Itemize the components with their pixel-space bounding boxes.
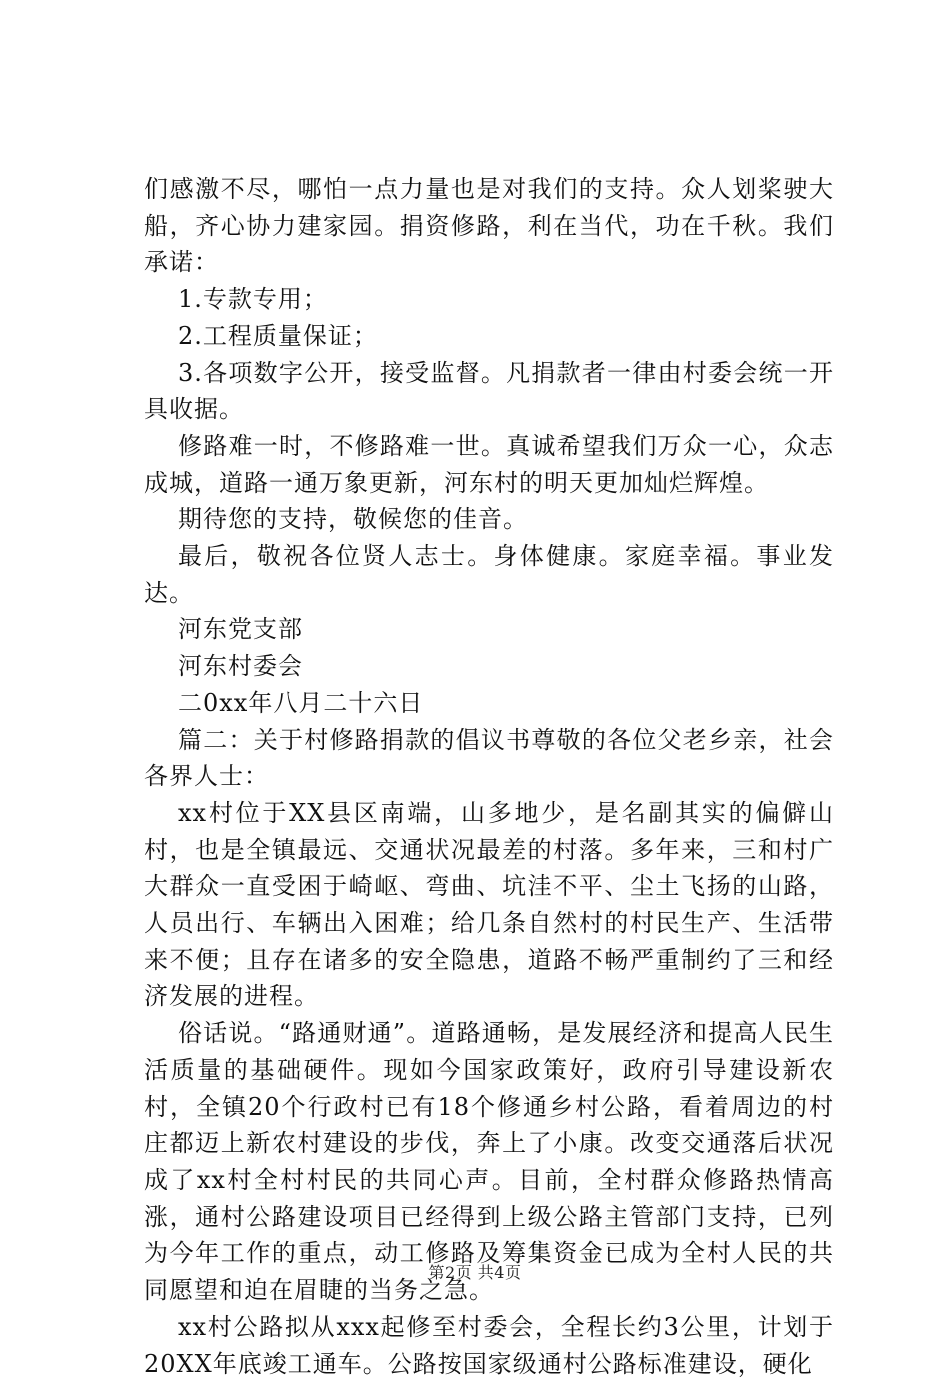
signature-date: 二0xx年八月二十六日 xyxy=(178,688,424,717)
signature-party-branch: 河东党支部 xyxy=(178,615,303,644)
section-heading: 篇二：关于村修路捐款的倡议书尊敬的各位父老乡亲，社会各界人士： xyxy=(144,725,834,791)
list-item-2: 2.工程质量保证； xyxy=(178,321,378,350)
paragraph: 俗话说。“路通财通”。道路通畅，是发展经济和提高人民生活质量的基础硬件。现如今国家政策好，政府引导建设新农村，全镇20个行政村已有18个修通乡村公路，看着周边的村庄都迈上新农村建设的步伐，奔上了小康。改变交通落后状况成了xx村全村村民的共同心声。目前，全村群众修路热情高涨，通村公路建设项目已经得到上级公路主管部门支持，已列为今年工作的重点，动工修路及筹集资金已成为全村人民的共同愿望和迫在眉睫的当务之急。 xyxy=(144,1019,834,1305)
signature-village-committee: 河东村委会 xyxy=(178,652,303,681)
page-number-footer: 第2页 共4页 xyxy=(428,1263,522,1282)
paragraph: 最后，敬祝各位贤人志士。身体健康。家庭幸福。事业发达。 xyxy=(144,542,834,607)
list-item-3: 3.各项数字公开，接受监督。凡捐款者一律由村委会统一开具收据。 xyxy=(144,358,834,424)
paragraph: 们感激不尽，哪怕一点力量也是对我们的支持。众人划桨驶大船，齐心协力建家园。捐资修路，利在当代，功在千秋。我们承诺： xyxy=(144,175,834,277)
paragraph: 期待您的支持，敬候您的佳音。 xyxy=(178,505,528,534)
paragraph: xx村公路拟从xxx起修至村委会，全程长约3公里，计划于20XX年底竣工通车。公路按国家级通村公路标准建设，硬化 xyxy=(144,1312,834,1378)
paragraph: 修路难一时，不修路难一世。真诚希望我们万众一心，众志成城，道路一通万象更新，河东村的明天更加灿烂辉煌。 xyxy=(144,431,834,497)
document-body xyxy=(144,171,834,1382)
paragraph: xx村位于XX县区南端，山多地少，是名副其实的偏僻山村，也是全镇最远、交通状况最差的村落。多年来，三和村广大群众一直受困于崎岖、弯曲、坑洼不平、尘土飞扬的山路，人员出行、车辆出入困难；给几条自然村的村民生产、生活带来不便；且存在诸多的安全隐患，道路不畅严重制约了三和经济发展的进程。 xyxy=(144,798,834,1011)
list-item-1: 1.专款专用； xyxy=(178,285,328,314)
